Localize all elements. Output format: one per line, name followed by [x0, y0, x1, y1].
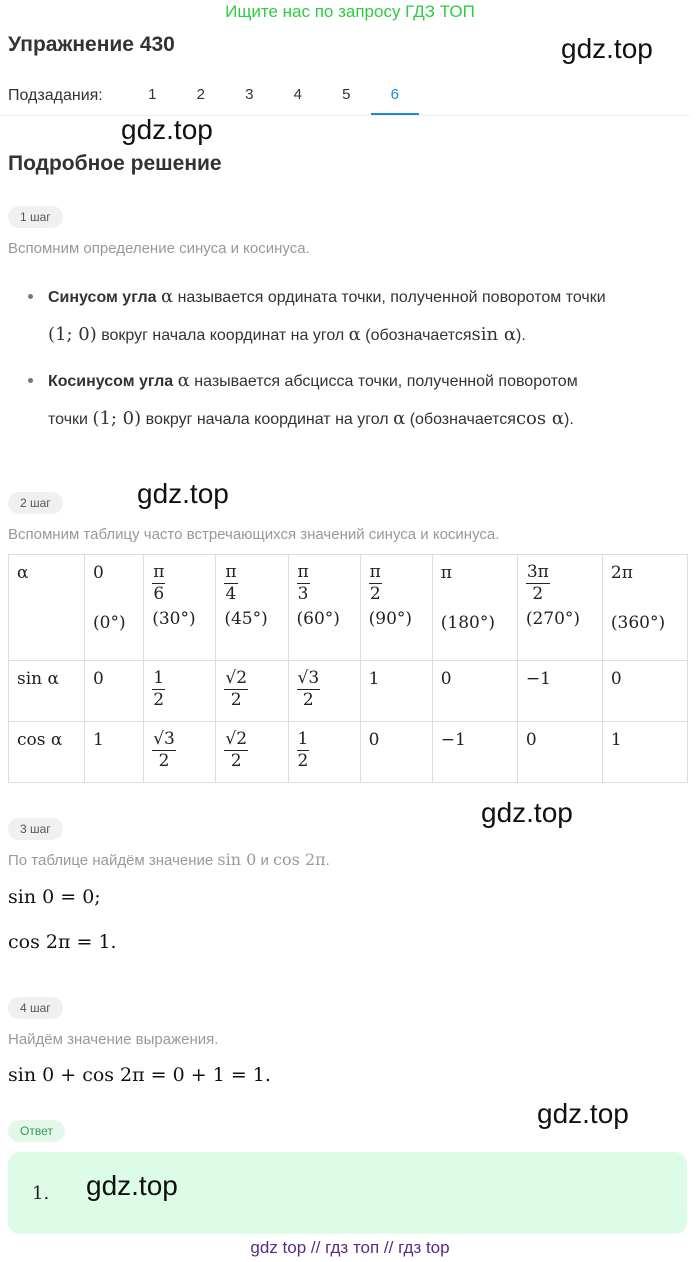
table-cell: [602, 661, 687, 722]
list-item: [28, 362, 693, 438]
step-pill: 1 шаг: [8, 206, 63, 228]
table-cell: [517, 555, 602, 661]
denominator: 6: [153, 583, 165, 604]
value: 2π: [610, 563, 633, 583]
watermark: gdz.top: [561, 33, 653, 64]
denominator: 2: [297, 750, 309, 771]
fraction: [297, 669, 321, 709]
definition-text: (обозначается: [409, 411, 516, 428]
degrees: (0°): [93, 613, 126, 633]
step-text-part: По таблице найдём значение: [8, 852, 214, 869]
denominator: 2: [369, 583, 381, 604]
step-pill: 3 шаг: [8, 818, 63, 840]
table-cell: [360, 722, 432, 783]
fraction: [297, 730, 310, 770]
table-row: [9, 722, 688, 783]
math-expr: cos 2π: [273, 850, 326, 869]
definition-text: вокруг начала координат на угол: [145, 411, 389, 428]
math-fn: sin α: [471, 324, 516, 345]
degrees: (45°): [224, 609, 268, 630]
value: 1: [93, 730, 104, 750]
table-cell: [432, 555, 517, 661]
trig-table: [8, 554, 688, 783]
math-var: α: [348, 324, 361, 345]
definition-text: ).: [515, 327, 526, 344]
fraction: [297, 563, 310, 603]
step-text-part: .: [325, 852, 330, 869]
definition-text: называется абсцисса точки, полученной поворотом: [194, 373, 578, 390]
section-title: Подробное решение: [8, 152, 222, 175]
table-cell: [288, 661, 360, 722]
table-cell: [85, 555, 144, 661]
subtasks-label: Подзадания:: [8, 87, 103, 104]
fraction: [152, 730, 176, 770]
table-cell: [85, 722, 144, 783]
watermark: gdz.top: [481, 797, 573, 828]
watermark: gdz.top: [121, 114, 213, 145]
table-cell: [144, 661, 216, 722]
definition-text: вокруг начала координат на угол: [101, 327, 345, 344]
denominator: 2: [230, 689, 242, 710]
subtask-tab-1[interactable]: 1: [148, 86, 157, 103]
degrees: (90°): [368, 609, 413, 630]
step-text: Вспомним таблицу часто встречающихся значений синуса и косинуса.: [8, 526, 500, 543]
value: 0: [610, 669, 622, 689]
numerator: π: [153, 562, 165, 582]
degrees: (30°): [152, 609, 196, 630]
step-pill: 2 шаг: [8, 492, 63, 514]
equation: sin 0 + cos 2π = 0 + 1 = 1.: [8, 1064, 271, 1086]
fraction: [224, 563, 237, 603]
row-label: α: [9, 555, 85, 661]
answer-pill: Ответ: [8, 1120, 65, 1142]
step-text-part: и: [260, 852, 269, 869]
footer-links[interactable]: gdz top // гдз топ // гдз top: [250, 1238, 450, 1257]
table-cell: [144, 722, 216, 783]
watermark: gdz.top: [537, 1098, 629, 1129]
numerator: π: [369, 562, 381, 582]
row-label: cos α: [9, 722, 85, 783]
degrees: (60°): [296, 609, 340, 630]
numerator: √3: [297, 668, 320, 688]
numerator: √2: [225, 668, 248, 688]
numerator: √3: [153, 729, 175, 749]
value: −1: [525, 669, 551, 689]
table-cell: [517, 661, 602, 722]
value: 1: [610, 730, 622, 750]
subtasks-nav: [128, 78, 419, 115]
math-fn: cos α: [515, 408, 564, 429]
denominator: 2: [230, 750, 242, 771]
term: Косинусом угла: [48, 373, 174, 390]
definition-text: (обозначается: [365, 327, 472, 344]
value: 0: [93, 563, 104, 583]
degrees: (270°): [525, 609, 581, 630]
numerator: 1: [153, 668, 165, 688]
table-cell: [360, 661, 432, 722]
table-cell: [517, 722, 602, 783]
subtask-tab-4[interactable]: 4: [293, 86, 302, 103]
table-cell: [602, 555, 687, 661]
term: Синусом угла: [48, 289, 157, 306]
numerator: √2: [225, 729, 248, 749]
value: 0: [368, 730, 380, 750]
divider: [0, 115, 690, 116]
numerator: π: [225, 562, 237, 582]
table-row: [9, 555, 688, 661]
subtask-tab-5[interactable]: 5: [342, 86, 351, 103]
denominator: 2: [153, 689, 165, 710]
table-cell: [216, 661, 288, 722]
value: 1: [368, 669, 380, 689]
fraction: [224, 730, 248, 770]
table-cell: [432, 722, 517, 783]
table-cell: [144, 555, 216, 661]
denominator: 2: [532, 583, 544, 604]
denominator: 2: [158, 750, 170, 771]
denominator: 3: [297, 583, 309, 604]
table-cell: [216, 555, 288, 661]
degrees: (360°): [610, 613, 666, 633]
search-banner: Ищите нас по запросу ГДЗ ТОП: [225, 2, 475, 21]
fraction: [369, 563, 382, 603]
subtask-tab-2[interactable]: 2: [196, 86, 205, 103]
equation: sin 0 = 0;: [8, 886, 101, 908]
fraction: [152, 563, 165, 603]
row-label: sin α: [9, 661, 85, 722]
value: 0: [525, 730, 537, 750]
value: 0: [93, 669, 104, 689]
table-cell: [288, 555, 360, 661]
math-var: α: [393, 408, 406, 429]
table-cell: [360, 555, 432, 661]
table-cell: [432, 661, 517, 722]
equation: cos 2π = 1.: [8, 931, 117, 953]
answer-value: 1.: [32, 1183, 50, 1204]
definition-text: точки: [48, 411, 88, 428]
value: π: [440, 563, 452, 583]
degrees: (180°): [440, 613, 495, 633]
numerator: 3π: [526, 562, 549, 582]
step-text: [8, 850, 330, 869]
table-row: [9, 661, 688, 722]
page-title: Упражнение 430: [8, 33, 175, 56]
math-point: (1; 0): [92, 408, 142, 429]
value: −1: [440, 730, 466, 750]
watermark: gdz.top: [137, 478, 229, 509]
table-cell: [216, 722, 288, 783]
watermark: gdz.top: [86, 1170, 178, 1201]
step-pill: 4 шаг: [8, 997, 63, 1019]
math-var: α: [177, 370, 190, 391]
math-var: α: [160, 286, 174, 307]
denominator: 2: [302, 689, 314, 710]
definition-text: называется ордината точки, полученной поворотом точки: [177, 289, 606, 306]
step-text: Вспомним определение синуса и косинуса.: [8, 240, 310, 257]
numerator: π: [297, 562, 309, 582]
value: 0: [440, 669, 452, 689]
table-cell: [602, 722, 687, 783]
fraction: [526, 563, 550, 603]
table-cell: [288, 722, 360, 783]
denominator: 4: [225, 583, 237, 604]
subtask-tab-6[interactable]: 6: [371, 78, 420, 115]
math-point: (1; 0): [48, 324, 97, 345]
subtask-tab-3[interactable]: 3: [245, 86, 254, 103]
definitions-list: [28, 278, 693, 438]
fraction: [224, 669, 248, 709]
table-cell: [85, 661, 144, 722]
definition-text: ).: [563, 411, 574, 428]
fraction: [152, 669, 165, 709]
step-text: Найдём значение выражения.: [8, 1031, 219, 1048]
numerator: 1: [297, 729, 309, 749]
list-item: [28, 278, 693, 354]
math-expr: sin 0: [217, 850, 257, 869]
